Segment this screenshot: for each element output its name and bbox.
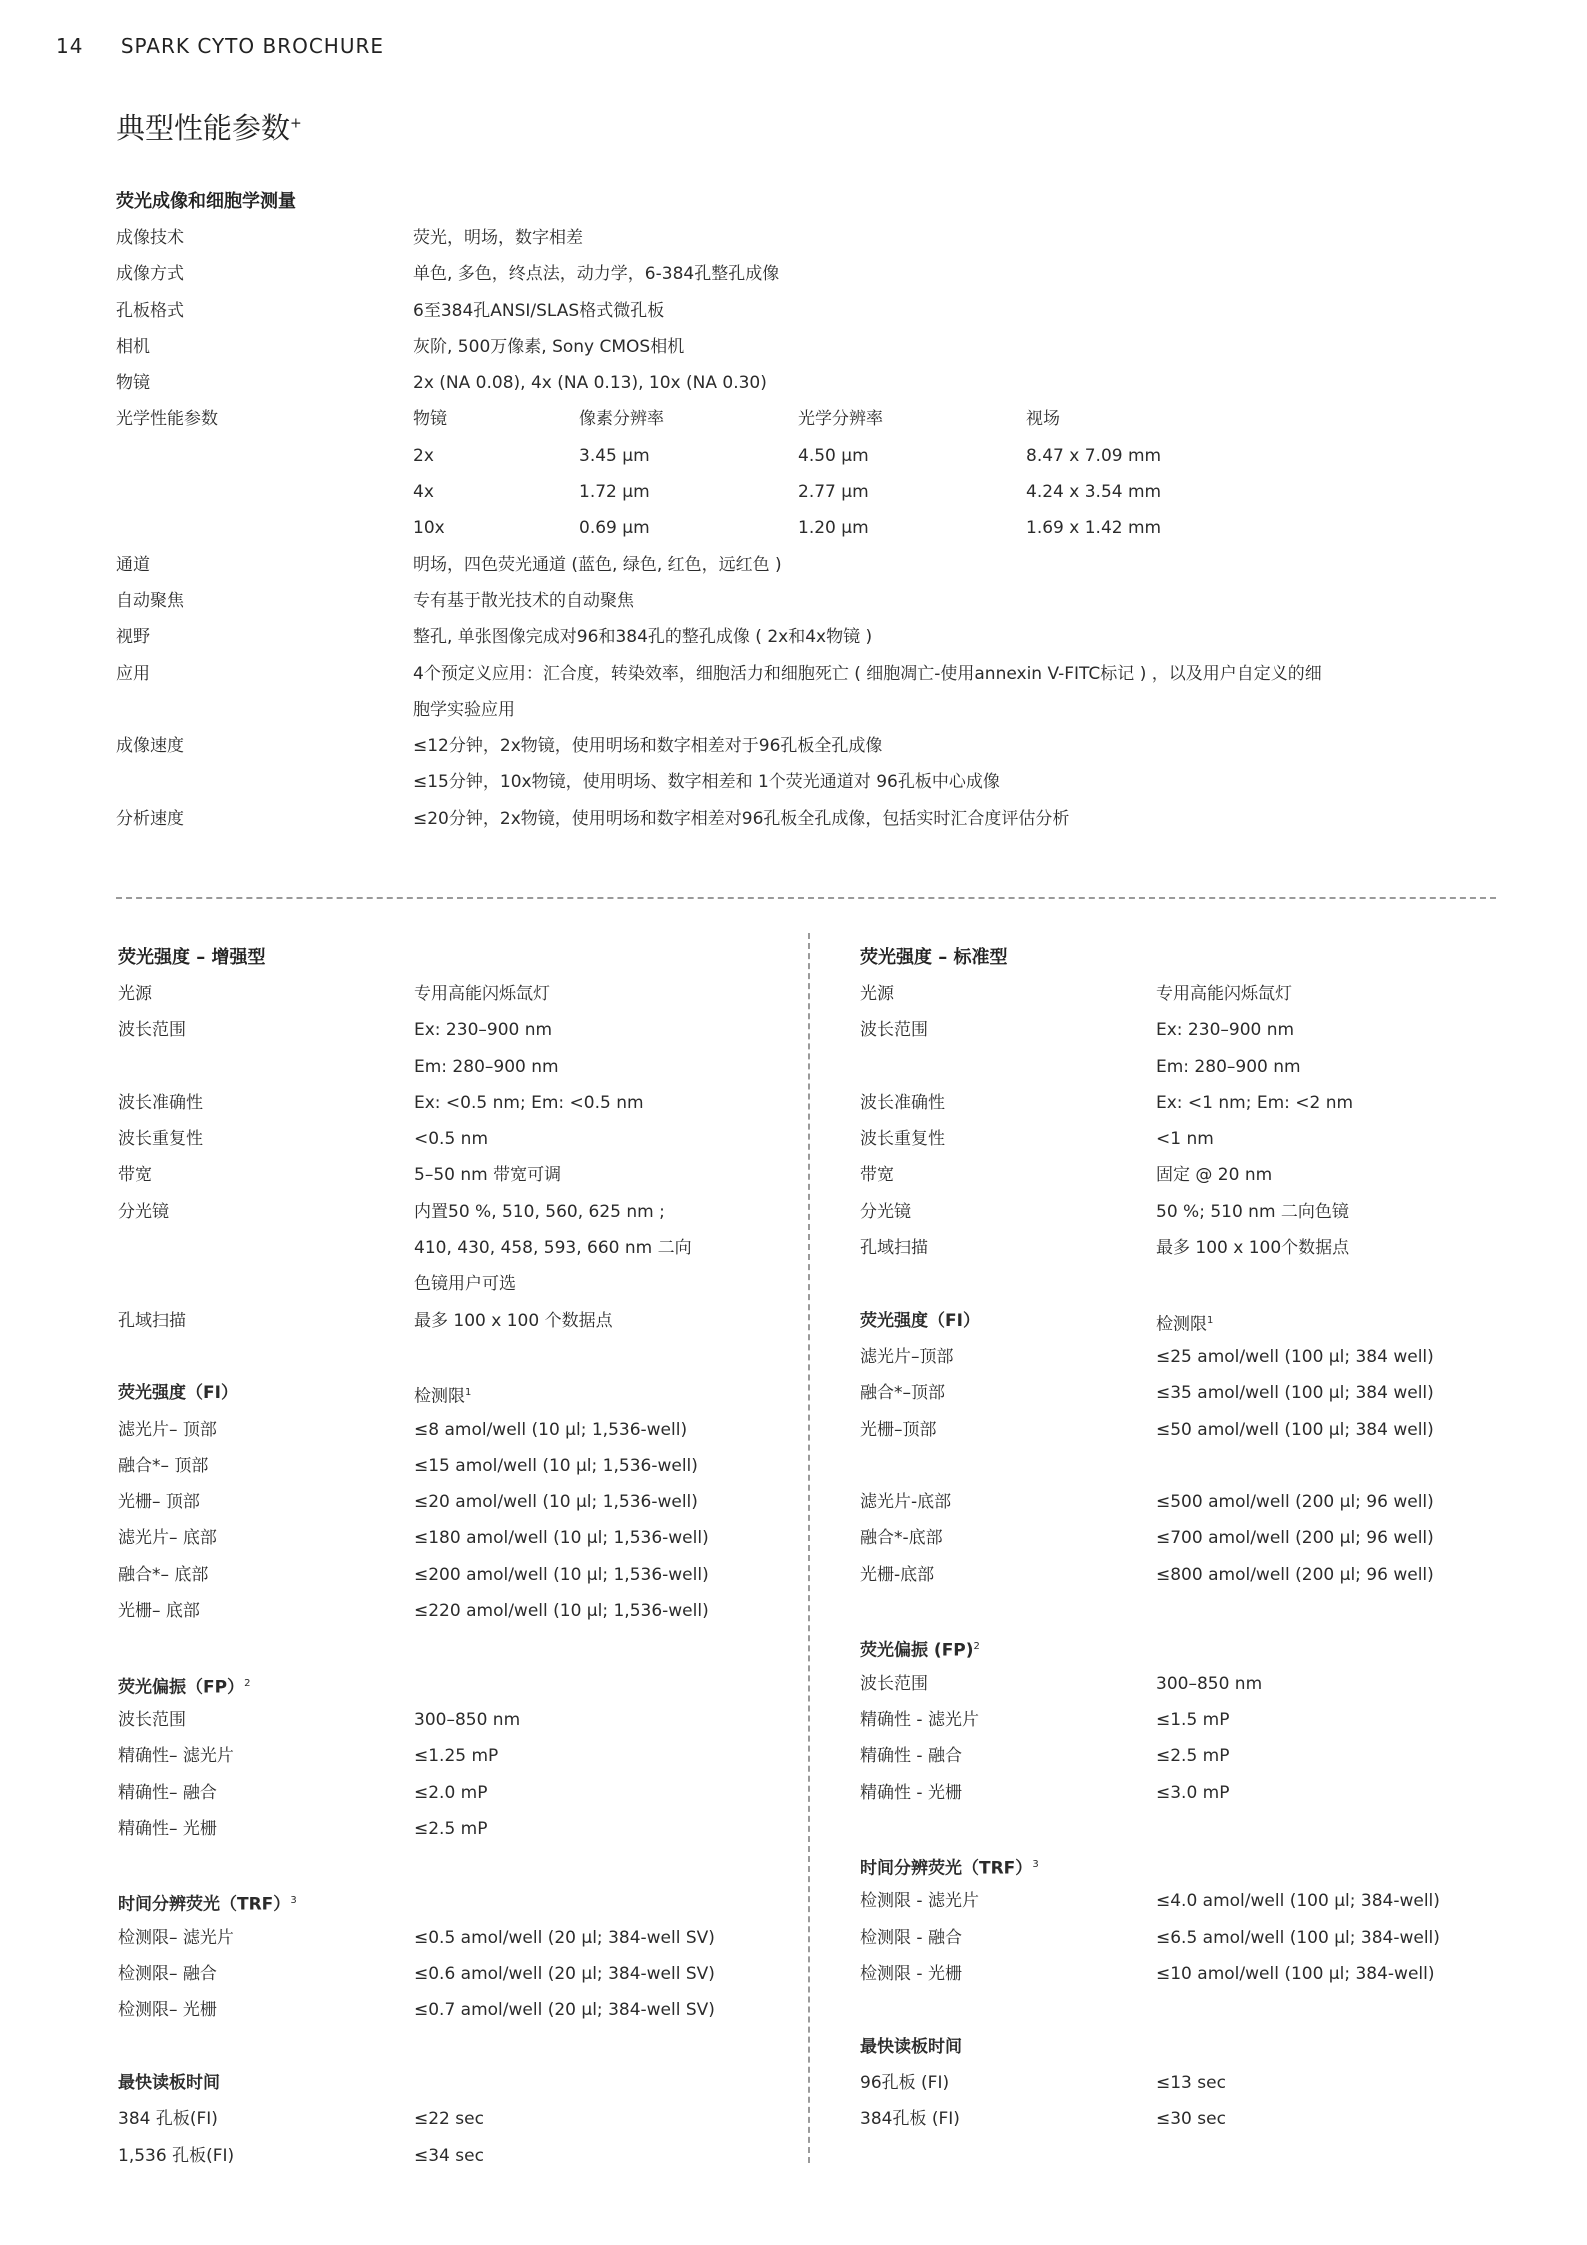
document-title: SPARK CYTO BROCHURE <box>120 34 385 58</box>
spec-value: ≤2.5 mP <box>1156 1746 1230 1767</box>
detection-limit-text: 检测限 <box>1156 1314 1207 1335</box>
spec-value: 内置50 %, 510, 560, 625 nm ; <box>414 1201 665 1222</box>
spec-row <box>860 2101 1520 2137</box>
spec-value: 固定 @ 20 nm <box>1156 1165 1273 1186</box>
spec-label: 带宽 <box>860 1165 894 1186</box>
spec-row <box>116 293 1516 329</box>
spec-label: 精确性– 滤光片 <box>118 1746 234 1767</box>
spec-value: ≤8 amol/well (10 µl; 1,536-well) <box>414 1419 688 1440</box>
spec-row <box>860 1702 1520 1738</box>
fi-enhanced-read-specs <box>118 2101 778 2174</box>
spec-row <box>860 1121 1520 1157</box>
spec-value: 灰阶, 500万像素, Sony CMOS相机 <box>413 336 685 357</box>
spec-label: 波长准确性 <box>118 1092 203 1113</box>
spec-row <box>118 1230 778 1266</box>
spec-label: 精确性 - 光栅 <box>860 1782 962 1803</box>
fi-standard-basic-specs <box>860 976 1520 1266</box>
spec-label: 检测限 - 光栅 <box>860 1964 962 1985</box>
imaging-spec-list-2 <box>116 547 1516 837</box>
spec-row <box>118 1049 778 1085</box>
spec-label: 精确性– 光栅 <box>118 1818 217 1839</box>
imaging-spec-list <box>116 220 1516 401</box>
spec-label: 应用 <box>116 663 150 684</box>
spec-label: 分光镜 <box>860 1201 911 1222</box>
spec-value: 专用高能闪烁氙灯 <box>414 984 550 1004</box>
optics-table <box>116 438 1516 547</box>
spec-value: ≤4.0 amol/well (100 µl; 384-well) <box>1156 1891 1440 1912</box>
spec-value: ≤25 amol/well (100 µl; 384 well) <box>1156 1346 1434 1367</box>
optics-objective: 10x <box>413 518 445 539</box>
spec-value: ≤3.0 mP <box>1156 1782 1230 1803</box>
spec-row <box>860 1230 1520 1266</box>
spec-value: 300–850 nm <box>1156 1673 1263 1694</box>
optics-fov: 4.24 x 3.54 mm <box>1026 482 1162 503</box>
spec-row <box>116 256 1516 292</box>
spec-value: Em: 280–900 nm <box>1156 1056 1301 1077</box>
spec-row <box>116 764 1516 800</box>
optics-optical-res: 2.77 µm <box>798 482 869 503</box>
spec-row <box>116 728 1516 764</box>
spec-row <box>118 1557 778 1593</box>
optics-fov: 1.69 x 1.42 mm <box>1026 518 1162 539</box>
spec-row <box>118 1412 778 1448</box>
optics-pixel-res: 1.72 µm <box>579 482 650 503</box>
spec-label: 孔域扫描 <box>118 1310 186 1331</box>
fi-standard-heading: 荧光强度 – 标准型 <box>860 947 1008 968</box>
spec-row <box>860 1484 1520 1520</box>
spec-label: 融合*– 底部 <box>118 1564 209 1585</box>
vertical-divider <box>808 933 810 2163</box>
spec-row <box>118 1194 778 1230</box>
spec-value: ≤10 amol/well (100 µl; 384-well) <box>1156 1964 1435 1985</box>
spec-value: ≤220 amol/well (10 µl; 1,536-well) <box>414 1601 709 1622</box>
spec-label: 波长范围 <box>860 1673 928 1694</box>
fi-enhanced-fi-specs <box>118 1412 778 1630</box>
fi-enhanced-fp-heading <box>118 1666 778 1702</box>
spec-row <box>118 2101 778 2137</box>
spec-label: 光栅–顶部 <box>860 1419 937 1440</box>
spec-row <box>118 1520 778 1556</box>
spec-row <box>860 1520 1520 1556</box>
imaging-heading: 荧光成像和细胞学测量 <box>116 191 296 212</box>
spec-label: 视野 <box>116 627 150 648</box>
spec-label: 物镜 <box>116 373 150 394</box>
page-number: 14 <box>56 34 84 58</box>
detection-limit-text: 检测限 <box>414 1386 465 1407</box>
fi-enhanced-fp-specs <box>118 1702 778 1847</box>
spec-label: 光栅– 顶部 <box>118 1492 200 1513</box>
spec-row <box>118 1593 778 1629</box>
spec-value: ≤6.5 amol/well (100 µl; 384-well) <box>1156 1927 1440 1948</box>
spec-row <box>860 1883 1520 1919</box>
spec-value: ≤12分钟，2x物镜，使用明场和数字相差对于96孔板全孔成像 <box>413 736 883 757</box>
page-title <box>116 106 302 147</box>
spec-row <box>116 583 1516 619</box>
optics-col-optical-res: 光学分辨率 <box>798 409 883 430</box>
spec-row <box>860 2065 1520 2101</box>
fp-label: 荧光偏振（FP） <box>118 1677 245 1698</box>
optics-col-pixel-res: 像素分辨率 <box>579 409 664 430</box>
spec-label: 自动聚焦 <box>116 590 184 611</box>
spec-row <box>118 1303 778 1339</box>
spec-value: 最多 100 x 100个数据点 <box>1156 1238 1350 1259</box>
spec-label: 光源 <box>860 984 894 1004</box>
fp-label: 荧光偏振 (FP) <box>860 1641 974 1661</box>
spec-row <box>118 1266 778 1302</box>
spec-value: ≤0.6 amol/well (20 µl; 384-well SV) <box>414 1964 715 1985</box>
spec-value: 明场，四色荧光通道 (蓝色, 绿色, 红色，远红色 ) <box>413 554 782 575</box>
spec-row <box>860 1775 1520 1811</box>
spec-value: 色镜用户可选 <box>414 1274 516 1295</box>
spec-value: ≤700 amol/well (200 µl; 96 well) <box>1156 1528 1434 1549</box>
spec-row <box>860 1412 1520 1448</box>
spec-label: 滤光片-底部 <box>860 1492 952 1513</box>
spec-value: 胞学实验应用 <box>413 699 515 720</box>
spec-label: 精确性 - 融合 <box>860 1746 962 1767</box>
spec-value: 300–850 nm <box>414 1709 521 1730</box>
spec-label: 检测限 - 滤光片 <box>860 1891 979 1912</box>
spec-row <box>116 619 1516 655</box>
spec-value: 410, 430, 458, 593, 660 nm 二向 <box>414 1238 692 1259</box>
spec-value: ≤15 amol/well (10 µl; 1,536-well) <box>414 1455 698 1476</box>
spec-value: 荧光，明场，数字相差 <box>413 228 583 248</box>
spec-row <box>118 1702 778 1738</box>
spec-label: 波长范围 <box>118 1020 186 1041</box>
spec-value: 最多 100 x 100 个数据点 <box>414 1310 613 1331</box>
spec-row <box>860 1085 1520 1121</box>
fi-enhanced-trf-heading <box>118 1883 778 1919</box>
optics-fov: 8.47 x 7.09 mm <box>1026 445 1162 466</box>
spec-label: 融合*-底部 <box>860 1528 943 1549</box>
spec-row <box>118 2138 778 2174</box>
optics-row <box>116 510 1516 546</box>
spec-label: 成像方式 <box>116 264 184 285</box>
spec-row <box>116 220 1516 256</box>
imaging-section <box>116 184 1516 837</box>
footnote-mark: 3 <box>290 1895 297 1907</box>
spec-label: 光源 <box>118 984 152 1004</box>
spec-row <box>860 1557 1520 1593</box>
spec-value: <0.5 nm <box>414 1129 489 1150</box>
spec-label: 带宽 <box>118 1165 152 1186</box>
optics-objective: 4x <box>413 482 434 503</box>
spec-row <box>860 1375 1520 1411</box>
fi-enhanced-read-heading: 最快读板时间 <box>118 2072 220 2093</box>
spec-label: 滤光片–顶部 <box>860 1346 954 1367</box>
spec-value: 6至384孔ANSI/SLAS格式微孔板 <box>413 300 665 321</box>
spec-row <box>118 1956 778 1992</box>
spec-value: ≤15分钟，10x物镜，使用明场、数字相差和 1个荧光通道对 96孔板中心成像 <box>413 772 1000 793</box>
fi-standard-trf-specs <box>860 1883 1520 1992</box>
spec-value: ≤1.5 mP <box>1156 1709 1230 1730</box>
fi-standard-fp-heading <box>860 1629 1520 1665</box>
spec-label: 1,536 孔板(FI) <box>118 2145 235 2166</box>
spec-label: 384 孔板(FI) <box>118 2109 218 2130</box>
spec-label: 精确性 - 滤光片 <box>860 1709 979 1730</box>
spec-row <box>116 656 1516 692</box>
spec-label: 孔板格式 <box>116 300 184 321</box>
spec-value: ≤13 sec <box>1156 2072 1226 2093</box>
spec-label: 检测限– 融合 <box>118 1964 217 1985</box>
spec-label: 分光镜 <box>118 1201 169 1222</box>
spec-value: Ex: <0.5 nm; Em: <0.5 nm <box>414 1092 644 1113</box>
spec-value: 4个预定义应用：汇合度，转染效率，细胞活力和细胞死亡 ( 细胞凋亡-使用annexin V-FITC标记 ) ，以及用户自定义的细 <box>413 663 1322 684</box>
spec-label: 波长准确性 <box>860 1092 945 1113</box>
fi-label: 荧光强度（FI） <box>860 1310 980 1331</box>
spec-row <box>860 976 1520 1012</box>
spec-value: ≤180 amol/well (10 µl; 1,536-well) <box>414 1528 709 1549</box>
spec-row <box>116 329 1516 365</box>
spec-label: 相机 <box>116 336 150 357</box>
spec-value: ≤30 sec <box>1156 2109 1226 2130</box>
fi-enhanced-fi-heading <box>118 1375 778 1411</box>
spec-row <box>860 1738 1520 1774</box>
fi-enhanced-heading: 荧光强度 – 增强型 <box>118 947 266 968</box>
fi-standard-fi-heading <box>860 1303 1520 1339</box>
spec-value: ≤2.5 mP <box>414 1818 488 1839</box>
optics-optical-res: 4.50 µm <box>798 445 869 466</box>
fi-standard-fi-bottom-specs <box>860 1484 1520 1593</box>
optics-pixel-res: 0.69 µm <box>579 518 650 539</box>
spec-label: 孔域扫描 <box>860 1238 928 1259</box>
footnote-mark: 1 <box>465 1387 472 1399</box>
spec-label: 融合*–顶部 <box>860 1383 945 1404</box>
spec-row <box>116 365 1516 401</box>
spec-value: ≤50 amol/well (100 µl; 384 well) <box>1156 1419 1434 1440</box>
optics-optical-res: 1.20 µm <box>798 518 869 539</box>
spec-row <box>118 1157 778 1193</box>
spec-label: 通道 <box>116 554 150 575</box>
spec-value: 专用高能闪烁氙灯 <box>1156 984 1292 1004</box>
spec-value: 专有基于散光技术的自动聚焦 <box>413 590 634 611</box>
footnote-mark: 2 <box>244 1677 251 1689</box>
spec-value: Ex: <1 nm; Em: <2 nm <box>1156 1092 1354 1113</box>
horizontal-divider <box>116 897 1496 899</box>
fi-standard-column <box>860 940 1520 2138</box>
spec-row <box>860 1666 1520 1702</box>
spec-row <box>118 1992 778 2028</box>
spec-label: 成像速度 <box>116 736 184 757</box>
optics-header-row <box>116 401 1516 437</box>
optics-objective: 2x <box>413 445 434 466</box>
spec-label: 分析速度 <box>116 808 184 829</box>
spec-row <box>116 692 1516 728</box>
fi-label: 荧光强度（FI） <box>118 1383 238 1404</box>
spec-value: 50 %; 510 nm 二向色镜 <box>1156 1201 1349 1222</box>
spec-row <box>118 1085 778 1121</box>
page-header <box>56 34 384 58</box>
spec-value: ≤800 amol/well (200 µl; 96 well) <box>1156 1564 1434 1585</box>
spec-row <box>118 1012 778 1048</box>
fi-standard-read-heading: 最快读板时间 <box>860 2036 962 2057</box>
spec-value: ≤34 sec <box>414 2145 484 2166</box>
spec-row <box>860 1049 1520 1085</box>
fi-detection-limit-label <box>1156 1303 1213 1343</box>
spec-value: ≤2.0 mP <box>414 1782 488 1803</box>
spec-row <box>860 1012 1520 1048</box>
fi-enhanced-column <box>118 940 778 2174</box>
spec-label: 成像技术 <box>116 228 184 248</box>
optics-row <box>116 474 1516 510</box>
spec-label: 检测限– 滤光片 <box>118 1927 234 1948</box>
spec-value: ≤20分钟，2x物镜，使用明场和数字相差对96孔板全孔成像，包括实时汇合度评估分析 <box>413 808 1070 829</box>
spec-row <box>118 1448 778 1484</box>
spec-row <box>116 547 1516 583</box>
trf-label: 时间分辨荧光（TRF） <box>860 1858 1033 1879</box>
spec-row <box>118 1811 778 1847</box>
footnote-mark: 1 <box>1207 1314 1214 1326</box>
spec-row <box>860 1956 1520 1992</box>
title-mark: + <box>290 115 302 132</box>
optics-col-objective: 物镜 <box>413 409 447 430</box>
spec-row <box>118 1484 778 1520</box>
spec-value: 单色, 多色，终点法，动力学，6-384孔整孔成像 <box>413 264 780 285</box>
fi-standard-fi-top-specs <box>860 1339 1520 1448</box>
spec-label: 光栅– 底部 <box>118 1601 200 1622</box>
spec-value: ≤22 sec <box>414 2109 484 2130</box>
footnote-mark: 3 <box>1032 1859 1039 1871</box>
fi-enhanced-trf-specs <box>118 1920 778 2029</box>
optics-col-fov: 视场 <box>1026 409 1060 430</box>
page-title-text: 典型性能参数 <box>116 111 291 145</box>
spec-value: ≤200 amol/well (10 µl; 1,536-well) <box>414 1564 709 1585</box>
spec-value: ≤500 amol/well (200 µl; 96 well) <box>1156 1492 1434 1513</box>
spec-label: 96孔板 (FI) <box>860 2072 950 2093</box>
spec-label: 384孔板 (FI) <box>860 2109 960 2130</box>
fi-detection-limit-label <box>414 1375 471 1415</box>
spec-value: 2x (NA 0.08), 4x (NA 0.13), 10x (NA 0.30) <box>413 373 767 394</box>
spec-row <box>860 1920 1520 1956</box>
spec-label: 精确性– 融合 <box>118 1782 217 1803</box>
spec-value: 整孔, 单张图像完成对96和384孔的整孔成像 ( 2x和4x物镜 ) <box>413 627 873 648</box>
spec-value: ≤20 amol/well (10 µl; 1,536-well) <box>414 1492 698 1513</box>
spec-label: 波长范围 <box>118 1709 186 1730</box>
spec-label: 检测限– 光栅 <box>118 2000 217 2021</box>
fi-enhanced-basic-specs <box>118 976 778 1339</box>
spec-value: <1 nm <box>1156 1129 1214 1150</box>
fi-standard-fp-specs <box>860 1666 1520 1811</box>
spec-label: 波长范围 <box>860 1020 928 1041</box>
optics-pixel-res: 3.45 µm <box>579 445 650 466</box>
spec-value: Em: 280–900 nm <box>414 1056 559 1077</box>
spec-label: 波长重复性 <box>118 1129 203 1150</box>
spec-value: Ex: 230–900 nm <box>1156 1020 1295 1041</box>
spec-row <box>118 976 778 1012</box>
fi-standard-read-specs <box>860 2065 1520 2138</box>
spec-row <box>860 1157 1520 1193</box>
spec-value: ≤1.25 mP <box>414 1746 499 1767</box>
spec-label: 波长重复性 <box>860 1129 945 1150</box>
spec-row <box>118 1738 778 1774</box>
optics-label: 光学性能参数 <box>116 409 218 430</box>
spec-row <box>118 1775 778 1811</box>
spec-row <box>118 1920 778 1956</box>
spec-value: ≤0.5 amol/well (20 µl; 384-well SV) <box>414 1927 715 1948</box>
spec-row <box>860 1194 1520 1230</box>
spec-row <box>860 1339 1520 1375</box>
trf-label: 时间分辨荧光（TRF） <box>118 1895 291 1916</box>
spec-label: 检测限 - 融合 <box>860 1927 962 1948</box>
optics-row <box>116 438 1516 474</box>
spec-value: Ex: 230–900 nm <box>414 1020 553 1041</box>
spec-row <box>116 801 1516 837</box>
spec-label: 融合*– 顶部 <box>118 1455 209 1476</box>
spec-label: 光栅-底部 <box>860 1564 935 1585</box>
spec-value: ≤35 amol/well (100 µl; 384 well) <box>1156 1383 1434 1404</box>
fi-standard-trf-heading <box>860 1847 1520 1883</box>
spec-label: 滤光片– 顶部 <box>118 1419 217 1440</box>
spec-row <box>118 1121 778 1157</box>
spec-label: 滤光片– 底部 <box>118 1528 217 1549</box>
spec-value: 5–50 nm 带宽可调 <box>414 1165 562 1186</box>
spec-value: ≤0.7 amol/well (20 µl; 384-well SV) <box>414 2000 715 2021</box>
footnote-mark: 2 <box>973 1641 980 1653</box>
